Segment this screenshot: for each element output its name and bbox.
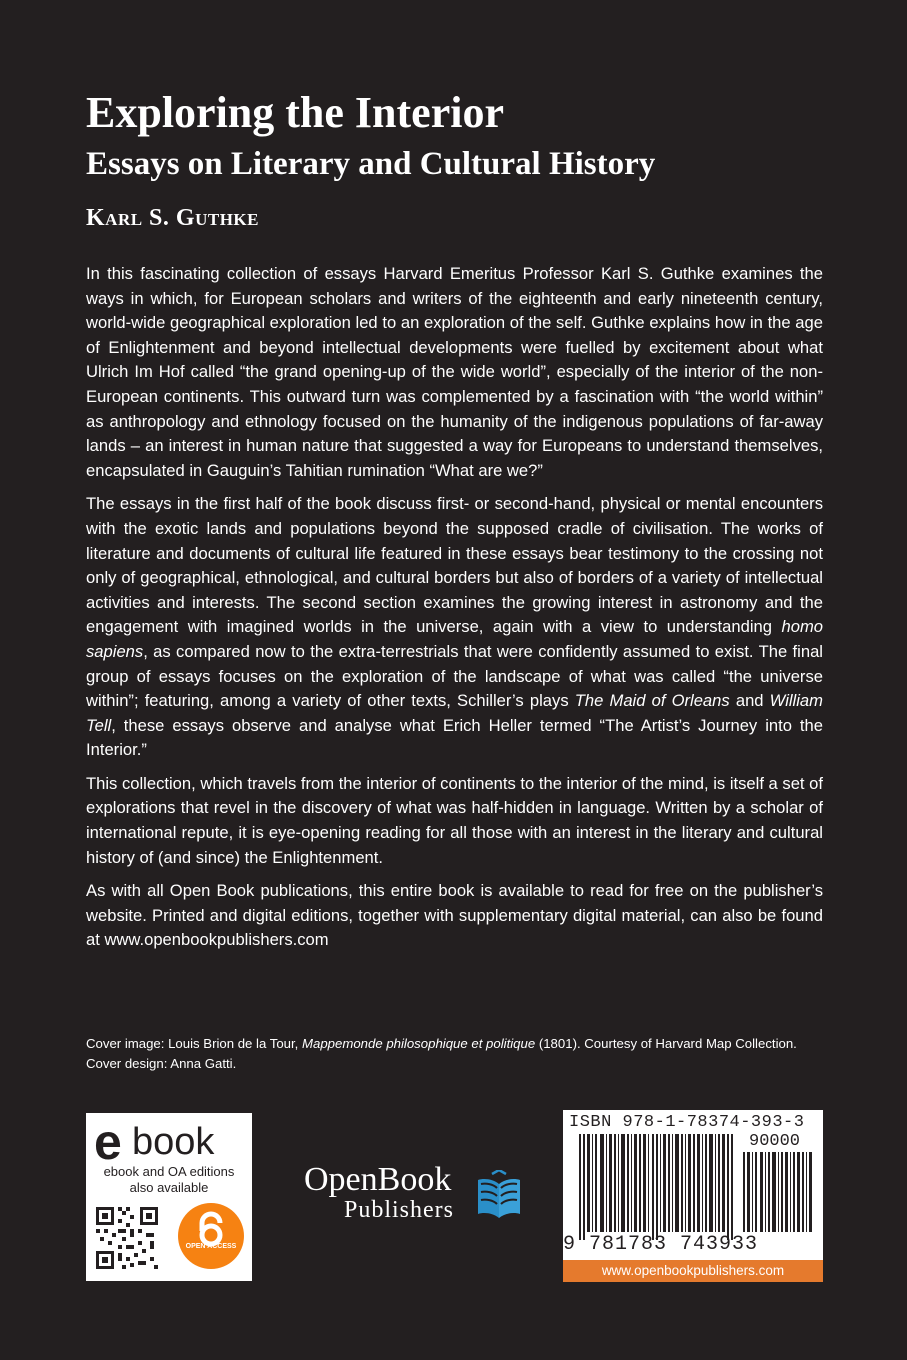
publisher-logo: [304, 1160, 524, 1230]
ebook-line-2: also available: [129, 1180, 209, 1195]
open-access-icon: [178, 1203, 244, 1269]
ebook-word: book: [132, 1121, 215, 1163]
book-subtitle: Essays on Literary and Cultural History: [86, 146, 656, 182]
publisher-name: OpenBook: [304, 1161, 452, 1198]
isbn-barcode: [563, 1110, 823, 1282]
blurb-p2-text-d: , these essays observe and analyse what Erich Heller termed “The Artist’s Journey into the Interior.”: [86, 715, 823, 760]
blurb-p2-italic-maid-of-orleans: The Maid of Orleans: [574, 691, 730, 711]
ebook-line-1: ebook and OA editions: [103, 1164, 235, 1179]
open-access-lock-graphic: [178, 1203, 244, 1269]
qr-code-graphic: [94, 1205, 160, 1271]
book-author: Karl S. Guthke: [86, 205, 259, 231]
isbn-text: ISBN 978-1-78374-393-3: [569, 1113, 805, 1132]
blurb-p2-text-a: The essays in the first half of the book discuss first- or second-hand, physical or mental encounters with the exotic lands and populations beyond the supposed cradle of civilisation. The works of literature and documents of cultural life featured in these essays bear testimony to the crossing not only of geographical, ethnological, and cultural borders but also of borders of a variety of intellectual activities and interests. The second section examines the growing interest in astronomy and the engagement with imagined worlds in the universe, again with a view to understanding: [86, 494, 823, 637]
blurb-paragraph-1: In this fascinating collection of essays Harvard Emeritus Professor Karl S. Guthke examines the ways in which, for European scholars and writers of the eighteenth and early nineteenth century, world-wide geographical exploration led to an exploration of the self. Guthke explains how in the age of Enlightenment and beyond intellectual developments were fuelled by excitement about what Ulrich Im Hof called “the grand opening-up of the wide world”, especially of the interior of the non-European continents. This outward turn was complemented by a fascination with “the world within” as anthropology and ethnology focused on the humanity of the indigenous populations of far-away lands – an interest in human nature that suggested a way for Europeans to understand themselves, encapsulated in Gauguin’s Tahitian rumination “What are we?”: [86, 264, 823, 480]
publisher-url[interactable]: www.openbookpublishers.com: [563, 1260, 823, 1282]
barcode-digits: 9 781783 743933: [563, 1233, 759, 1256]
blurb-p2-italic-william-tell: William Tell: [86, 691, 823, 735]
blurb-paragraph-3: This collection, which travels from the interior of continents to the interior of the mind, is itself a set of explorations that revel in the discovery of what was half-hidden in language. Written by a scholar of international repute, it is eye-opening reading for all those with an interest in the literary and cultural history of (and since) the Enlightenment.: [86, 773, 823, 867]
blurb-p2-italic-homo-sapiens: homo sapiens: [86, 617, 823, 661]
credit-work-title: Mappemonde philosophique et politique: [302, 1036, 536, 1051]
price-code: 90000: [749, 1132, 801, 1151]
addon-barcode-bars-icon: [743, 1152, 813, 1232]
credit-suffix: (1801). Courtesy of Harvard Map Collection. Cover design: Anna Gatti.: [86, 1036, 797, 1071]
blurb: [86, 262, 823, 962]
ebook-e-glyph: e: [94, 1114, 122, 1170]
barcode-bars-icon: [579, 1134, 739, 1240]
blurb-p2-text-c: and: [729, 691, 770, 711]
qr-code-icon[interactable]: [94, 1205, 160, 1271]
blurb-paragraph-2: [86, 492, 823, 763]
book-title: Exploring the Interior: [86, 88, 504, 137]
publisher-subtitle: Publishers: [344, 1197, 455, 1223]
open-book-icon: [476, 1170, 522, 1222]
blurb-paragraph-4: As with all Open Book publications, this entire book is available to read for free on the publisher’s website. Printed and digital editions, together with supplementary digital material, can also be found at www.openbookpublishers.com: [86, 881, 823, 950]
cover-credit: [86, 1034, 823, 1074]
credit-prefix: Cover image: Louis Brion de la Tour,: [86, 1036, 303, 1051]
blurb-p2-text-b: , as compared now to the extra-terrestrials that were confidently assumed to exist. The final group of essays focuses on the exploration of the landscape of what was called “the universe within”; featuring, among a variety of other texts, Schiller’s plays: [86, 641, 823, 711]
ebook-badge: [86, 1113, 252, 1281]
open-access-label: OPEN ACCESS: [185, 1243, 237, 1250]
